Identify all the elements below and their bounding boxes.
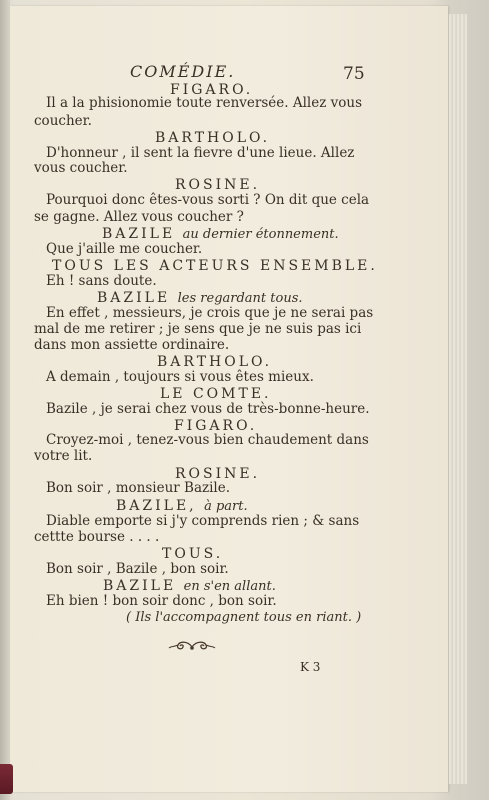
text-line: Que j'aille me coucher. [46,241,203,257]
signature-mark: K 3 [300,660,321,674]
speaker-line: BARTHOLO. [155,130,271,146]
text-line: vous coucher. [34,160,128,176]
text-line: Bon soir , monsieur Bazile. [46,480,231,496]
text-line: D'honneur , il sent la fievre d'une lieue. Allez [46,145,355,161]
speaker-line [103,579,276,593]
text-line: En effet , messieurs, je crois que je ne serai pas [46,305,374,321]
speaker-line: ROSINE. [175,177,261,193]
ornament-icon [168,637,216,653]
text-line: A demain , toujours si vous êtes mieux. [46,369,314,385]
text-line: Croyez-moi , tenez-vous bien chaudement dans [46,432,369,448]
speaker-line [102,227,339,241]
speaker-line [97,291,303,305]
stage-direction: les regardant tous. [177,291,303,306]
speaker-name: BAZILE [103,578,177,594]
text-line: Il a la phisionomie toute renversée. Allez vous [46,95,362,111]
text-line: cettte bourse . . . . [34,529,160,545]
text-line: Bazile , je serai chez vous de très-bonne-heure. [46,401,370,417]
stage-direction-line: ( Ils l'accompagnent tous en riant. ) [126,610,362,625]
book-binding [0,0,10,800]
speaker-line: TOUS. [162,546,224,562]
speaker-line: FIGARO. [174,418,258,434]
speaker-line: LE COMTE. [160,386,272,402]
stage-direction: au dernier étonnement. [182,227,339,242]
running-title: COMÉDIE. [130,62,236,81]
speaker-line: FIGARO. [170,82,254,98]
page-number: 75 [343,64,365,84]
text-line: votre lit. [34,448,93,464]
text-line: Eh ! sans doute. [46,273,157,289]
speaker-name: BAZILE [102,226,176,242]
text-line: Pourquoi donc êtes-vous sorti ? On dit que cela [46,192,370,208]
text-line: mal de me retirer ; je sens que je ne suis pas ici [34,321,362,337]
stage-direction: à part. [204,499,248,514]
speaker-line [116,499,248,513]
text-line: Bon soir , Bazile , bon soir. [46,561,229,577]
text-line: Diable emporte si j'y comprends rien ; & sans [46,513,360,529]
stage-direction: en s'en allant. [183,579,276,594]
speaker-line: TOUS LES ACTEURS ENSEMBLE. [52,258,378,274]
speaker-line: BARTHOLO. [157,354,273,370]
speaker-line: ROSINE. [175,466,261,482]
speaker-name: BAZILE [97,290,171,306]
text-line: coucher. [34,113,92,129]
text-line: se gagne. Allez vous coucher ? [34,209,244,225]
text-line: dans mon assiette ordinaire. [34,337,230,353]
ribbon-bookmark [0,764,13,794]
text-line: Eh bien ! bon soir donc , bon soir. [46,593,277,609]
page-edges [448,14,467,784]
speaker-name: BAZILE, [116,498,197,514]
